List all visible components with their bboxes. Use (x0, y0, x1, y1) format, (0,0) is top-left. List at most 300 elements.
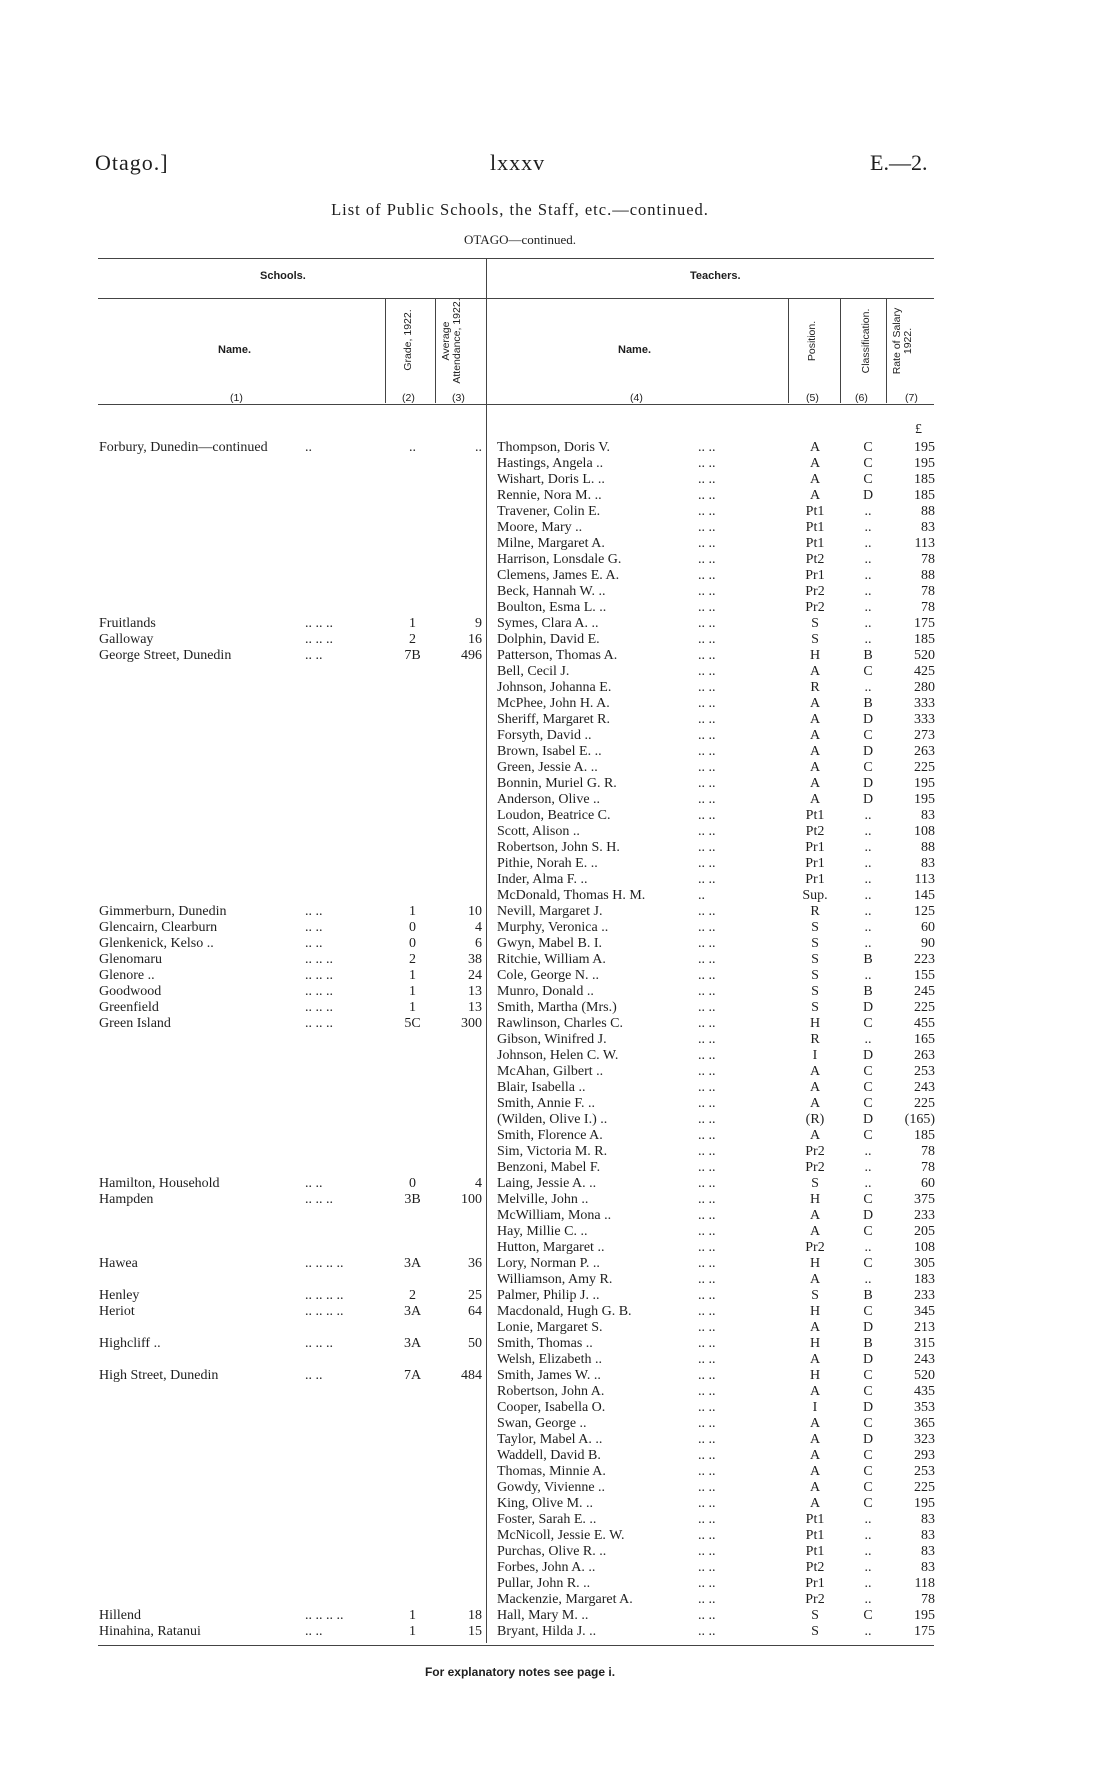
school-name-cell: Heriot (99, 1304, 135, 1319)
teacher-leader-dots: .. .. (698, 584, 716, 599)
classification-cell: D (862, 1352, 874, 1367)
position-cell: A (809, 1128, 821, 1143)
table-row (0, 568, 1114, 584)
teacher-name-cell: Boulton, Esma L. .. (497, 600, 607, 615)
teacher-leader-dots: .. .. (698, 952, 716, 967)
position-cell: S (811, 920, 819, 935)
table-row (0, 808, 1114, 824)
classification-cell: D (862, 1112, 874, 1127)
school-name-heading: Name. (218, 344, 252, 356)
salary-cell: 88 (921, 504, 935, 519)
school-name-cell: Hampden (99, 1192, 154, 1207)
table-row (0, 888, 1114, 904)
teacher-name-cell: Pithie, Norah E. .. (497, 856, 598, 871)
attendance-cell: 4 (475, 920, 482, 935)
table-row (0, 1528, 1114, 1544)
teacher-leader-dots: .. .. (698, 1208, 716, 1223)
salary-cell: 175 (914, 616, 935, 631)
teacher-name-cell: Laing, Jessie A. .. (497, 1176, 597, 1191)
teacher-name-cell: Loudon, Beatrice C. (497, 808, 611, 823)
teacher-leader-dots: .. .. (698, 968, 716, 983)
classification-cell: C (863, 1608, 873, 1623)
table-row (0, 1368, 1114, 1384)
table-row (0, 1320, 1114, 1336)
teacher-leader-dots: .. .. (698, 1016, 716, 1031)
teacher-name-cell: Robertson, John A. (497, 1384, 605, 1399)
position-cell: S (811, 936, 819, 951)
attendance-cell: 13 (468, 984, 482, 999)
classification-cell: C (863, 1368, 873, 1383)
classification-cell: .. (864, 1528, 872, 1543)
column-number-7: (7) (905, 392, 918, 404)
table-row (0, 1400, 1114, 1416)
teacher-name-cell: Anderson, Olive .. (497, 792, 601, 807)
position-cell: Sup. (802, 888, 828, 903)
salary-cell: 243 (914, 1352, 935, 1367)
salary-cell: 195 (914, 776, 935, 791)
position-cell: S (811, 1608, 819, 1623)
table-row (0, 1032, 1114, 1048)
school-name-cell: Glenomaru (99, 952, 162, 967)
teacher-name-heading: Name. (618, 344, 652, 356)
salary-cell: 90 (921, 936, 935, 951)
table-row (0, 1416, 1114, 1432)
position-cell: Pt1 (805, 536, 825, 551)
school-name-cell: Highcliff .. (99, 1336, 161, 1351)
salary-cell: 78 (921, 1160, 935, 1175)
column-number-1: (1) (230, 392, 243, 404)
teacher-leader-dots: .. .. (698, 1528, 716, 1543)
teacher-leader-dots: .. .. (698, 632, 716, 647)
teacher-leader-dots: .. .. (698, 1400, 716, 1415)
teacher-leader-dots: .. .. (698, 1160, 716, 1175)
salary-cell: 108 (914, 824, 935, 839)
table-row (0, 776, 1114, 792)
grade-cell: 0 (409, 1176, 416, 1191)
school-name-cell: Fruitlands (99, 616, 156, 631)
salary-cell: 78 (921, 552, 935, 567)
salary-cell: 223 (914, 952, 935, 967)
table-row (0, 920, 1114, 936)
position-cell: I (812, 1400, 818, 1415)
classification-cell: C (863, 1224, 873, 1239)
rule-top (98, 258, 934, 259)
teacher-name-cell: Rennie, Nora M. .. (497, 488, 602, 503)
salary-cell: 333 (914, 712, 935, 727)
table-row (0, 600, 1114, 616)
school-leader-dots: .. .. .. (305, 1000, 333, 1015)
position-cell: Pr1 (805, 856, 825, 871)
salary-cell: 263 (914, 744, 935, 759)
salary-cell: 365 (914, 1416, 935, 1431)
classification-cell: .. (864, 1512, 872, 1527)
salary-cell: 113 (914, 872, 935, 887)
salary-cell: 185 (914, 1128, 935, 1143)
classification-cell: D (862, 712, 874, 727)
teacher-name-cell: McWilliam, Mona .. (497, 1208, 612, 1223)
teacher-leader-dots: .. .. (698, 1144, 716, 1159)
teacher-name-cell: Johnson, Johanna E. (497, 680, 612, 695)
school-leader-dots: .. .. .. (305, 952, 333, 967)
position-cell: Pt1 (805, 1528, 825, 1543)
classification-cell: B (863, 648, 873, 663)
teacher-name-cell: (Wilden, Olive I.) .. (497, 1112, 608, 1127)
table-row (0, 696, 1114, 712)
classification-cell: C (863, 456, 873, 471)
classification-cell: .. (864, 872, 872, 887)
position-cell: A (809, 1096, 821, 1111)
teacher-leader-dots: .. .. (698, 1192, 716, 1207)
teacher-leader-dots: .. .. (698, 1480, 716, 1495)
salary-cell: 165 (914, 1032, 935, 1047)
teacher-name-cell: Thompson, Doris V. (497, 440, 611, 455)
classification-cell: D (862, 1432, 874, 1447)
teacher-leader-dots: .. .. (698, 552, 716, 567)
position-cell: Pt1 (805, 504, 825, 519)
teacher-name-cell: Williamson, Amy R. (497, 1272, 613, 1287)
rule-table-bottom (98, 1645, 934, 1646)
teacher-name-cell: Taylor, Mabel A. .. (497, 1432, 603, 1447)
teacher-name-cell: Symes, Clara A. .. (497, 616, 599, 631)
school-name-cell: Hillend (99, 1608, 141, 1623)
salary-cell: 225 (914, 760, 935, 775)
school-name-cell: High Street, Dunedin (99, 1368, 219, 1383)
teacher-name-cell: Hutton, Margaret .. (497, 1240, 605, 1255)
table-row (0, 1304, 1114, 1320)
table-row (0, 1336, 1114, 1352)
grade-heading: Grade, 1922. (402, 309, 414, 371)
grade-cell: 0 (409, 920, 416, 935)
salary-cell: 83 (921, 1528, 935, 1543)
classification-cell: C (863, 1464, 873, 1479)
classification-cell: .. (864, 680, 872, 695)
attendance-cell: 15 (468, 1624, 482, 1639)
position-cell: A (809, 1080, 821, 1095)
teacher-leader-dots: .. .. (698, 1608, 716, 1623)
position-cell: Pr1 (805, 568, 825, 583)
table-row (0, 1192, 1114, 1208)
column-number-5: (5) (806, 392, 819, 404)
teacher-name-cell: Smith, Annie F. .. (497, 1096, 596, 1111)
school-name-cell: Galloway (99, 632, 154, 647)
column-number-3: (3) (452, 392, 465, 404)
teacher-name-cell: Mackenzie, Margaret A. (497, 1592, 633, 1607)
position-cell: A (809, 1432, 821, 1447)
classification-cell: C (863, 1384, 873, 1399)
classification-cell: .. (864, 1544, 872, 1559)
school-leader-dots: .. .. .. (305, 632, 333, 647)
salary-cell: 185 (914, 632, 935, 647)
teacher-name-cell: Robertson, John S. H. (497, 840, 620, 855)
salary-cell: 60 (921, 920, 935, 935)
schools-group-heading: Schools. (260, 270, 306, 282)
position-cell: A (809, 1208, 821, 1223)
table-row (0, 1240, 1114, 1256)
table-row (0, 1480, 1114, 1496)
teacher-name-cell: Nevill, Margaret J. (497, 904, 603, 919)
classification-cell: C (863, 1064, 873, 1079)
teacher-leader-dots: .. .. (698, 1336, 716, 1351)
teacher-name-cell: Purchas, Olive R. .. (497, 1544, 607, 1559)
position-cell: H (809, 1336, 821, 1351)
classification-cell: C (863, 1256, 873, 1271)
salary-cell: 520 (914, 1368, 935, 1383)
table-row (0, 1016, 1114, 1032)
position-cell: A (809, 1064, 821, 1079)
school-name-cell: Greenfield (99, 1000, 159, 1015)
school-name-cell: Hinahina, Ratanui (99, 1624, 201, 1639)
table-row (0, 1096, 1114, 1112)
teacher-name-cell: Benzoni, Mabel F. (497, 1160, 601, 1175)
teacher-name-cell: Bonnin, Muriel G. R. (497, 776, 617, 791)
teacher-name-cell: McAhan, Gilbert .. (497, 1064, 604, 1079)
attendance-cell: 36 (468, 1256, 482, 1271)
classification-cell: .. (864, 1144, 872, 1159)
teacher-name-cell: Sheriff, Margaret R. (497, 712, 611, 727)
classification-cell: C (863, 1016, 873, 1031)
salary-heading: Rate of Salary 1922. (891, 307, 914, 375)
salary-cell: 233 (914, 1288, 935, 1303)
teacher-name-cell: Hay, Millie C. .. (497, 1224, 588, 1239)
teacher-name-cell: Gibson, Winifred J. (497, 1032, 607, 1047)
attendance-cell: 10 (468, 904, 482, 919)
attendance-heading: Average Attendance, 1922. (440, 298, 463, 384)
position-cell: S (811, 1288, 819, 1303)
teacher-name-cell: Cooper, Isabella O. (497, 1400, 606, 1415)
classification-cell: D (862, 1048, 874, 1063)
classification-cell: .. (864, 552, 872, 567)
teacher-leader-dots: .. .. (698, 776, 716, 791)
teacher-leader-dots: .. .. (698, 824, 716, 839)
teacher-leader-dots: .. .. (698, 664, 716, 679)
salary-cell: 88 (921, 568, 935, 583)
teacher-name-cell: McNicoll, Jessie E. W. (497, 1528, 625, 1543)
teacher-leader-dots: .. .. (698, 1576, 716, 1591)
teacher-name-cell: Murphy, Veronica .. (497, 920, 609, 935)
salary-cell: 345 (914, 1304, 935, 1319)
teacher-leader-dots: .. .. (698, 1320, 716, 1335)
salary-cell: 273 (914, 728, 935, 743)
page-title: List of Public Schools, the Staff, etc.—continued. (331, 200, 709, 219)
attendance-cell: 64 (468, 1304, 482, 1319)
table-row (0, 472, 1114, 488)
rule-subheader (98, 298, 934, 299)
column-number-2: (2) (402, 392, 415, 404)
table-row (0, 1112, 1114, 1128)
classification-cell: .. (864, 920, 872, 935)
classification-cell: C (863, 1448, 873, 1463)
classification-cell: B (863, 696, 873, 711)
position-cell: A (809, 1352, 821, 1367)
table-row (0, 1064, 1114, 1080)
classification-cell: .. (864, 1560, 872, 1575)
salary-cell: 145 (914, 888, 935, 903)
classification-cell: C (863, 440, 873, 455)
classification-cell: .. (864, 520, 872, 535)
position-cell: S (811, 1000, 819, 1015)
classification-cell: .. (864, 616, 872, 631)
school-leader-dots: .. .. (305, 904, 323, 919)
table-row (0, 1128, 1114, 1144)
table-row (0, 648, 1114, 664)
teacher-leader-dots: .. .. (698, 456, 716, 471)
teacher-name-cell: Wishart, Doris L. .. (497, 472, 605, 487)
classification-cell: .. (864, 904, 872, 919)
classification-cell: .. (864, 568, 872, 583)
classification-cell: C (863, 1304, 873, 1319)
table-row (0, 744, 1114, 760)
teacher-leader-dots: .. .. (698, 1448, 716, 1463)
table-row (0, 824, 1114, 840)
position-cell: Pr2 (805, 1240, 825, 1255)
grade-cell: .. (409, 440, 416, 455)
rule-col-7 (886, 298, 887, 403)
salary-cell: 118 (914, 1576, 935, 1591)
position-cell: R (810, 680, 820, 695)
teacher-leader-dots: .. .. (698, 840, 716, 855)
rule-header-bottom (98, 404, 934, 405)
page-header-section: Otago.] (95, 150, 169, 175)
position-cell: Pt2 (805, 1560, 825, 1575)
salary-cell: 183 (914, 1272, 935, 1287)
column-number-4: (4) (630, 392, 643, 404)
table-row (0, 840, 1114, 856)
school-leader-dots: .. .. (305, 936, 323, 951)
salary-cell: 263 (914, 1048, 935, 1063)
table-row (0, 1464, 1114, 1480)
position-cell: A (809, 456, 821, 471)
position-cell: S (811, 1176, 819, 1191)
teacher-name-cell: McPhee, John H. A. (497, 696, 610, 711)
grade-cell: 1 (409, 904, 416, 919)
position-cell: A (809, 1448, 821, 1463)
classification-cell: .. (864, 1176, 872, 1191)
table-row (0, 520, 1114, 536)
teacher-leader-dots: .. (698, 888, 705, 903)
table-row (0, 1576, 1114, 1592)
classification-cell: .. (864, 632, 872, 647)
table-row (0, 1544, 1114, 1560)
page-subtitle: OTAGO—continued. (464, 232, 576, 247)
table-row (0, 856, 1114, 872)
teacher-name-cell: Harrison, Lonsdale G. (497, 552, 622, 567)
table-row (0, 616, 1114, 632)
salary-cell: 253 (914, 1464, 935, 1479)
classification-cell: D (862, 792, 874, 807)
attendance-cell: 13 (468, 1000, 482, 1015)
position-cell: H (809, 1192, 821, 1207)
teacher-name-cell: Beck, Hannah W. .. (497, 584, 606, 599)
table-row (0, 456, 1114, 472)
position-cell: H (809, 1016, 821, 1031)
table-row (0, 872, 1114, 888)
teacher-leader-dots: .. .. (698, 1064, 716, 1079)
position-cell: Pr2 (805, 1144, 825, 1159)
teacher-name-cell: Rawlinson, Charles C. (497, 1016, 623, 1031)
table-row (0, 1384, 1114, 1400)
salary-cell: 108 (914, 1240, 935, 1255)
grade-cell: 1 (409, 1624, 416, 1639)
salary-cell: 185 (914, 488, 935, 503)
salary-cell: 213 (914, 1320, 935, 1335)
salary-cell: 305 (914, 1256, 935, 1271)
grade-cell: 7B (404, 648, 421, 663)
teacher-name-cell: Munro, Donald .. (497, 984, 594, 999)
classification-cell: D (862, 1320, 874, 1335)
table-row (0, 1208, 1114, 1224)
school-leader-dots: .. .. .. .. (305, 1608, 344, 1623)
table-row (0, 1272, 1114, 1288)
grade-cell: 2 (409, 952, 416, 967)
classification-cell: .. (864, 1592, 872, 1607)
school-name-cell: Gimmerburn, Dunedin (99, 904, 227, 919)
teacher-leader-dots: .. .. (698, 472, 716, 487)
teacher-leader-dots: .. .. (698, 712, 716, 727)
teacher-leader-dots: .. .. (698, 1128, 716, 1143)
salary-cell: 83 (921, 856, 935, 871)
teacher-name-cell: Welsh, Elizabeth .. (497, 1352, 603, 1367)
position-cell: Pt2 (805, 552, 825, 567)
table-row (0, 440, 1114, 456)
footnote: For explanatory notes see page i. (424, 1665, 616, 1679)
teacher-name-cell: Lory, Norman P. .. (497, 1256, 600, 1271)
school-leader-dots: .. .. .. .. (305, 1304, 344, 1319)
teacher-leader-dots: .. .. (698, 1560, 716, 1575)
position-cell: A (809, 1496, 821, 1511)
teacher-leader-dots: .. .. (698, 936, 716, 951)
table-row (0, 1224, 1114, 1240)
teacher-name-cell: Smith, Florence A. (497, 1128, 603, 1143)
teacher-leader-dots: .. .. (698, 568, 716, 583)
salary-cell: 195 (914, 440, 935, 455)
classification-cell: .. (864, 1240, 872, 1255)
teacher-leader-dots: .. .. (698, 1464, 716, 1479)
classification-cell: .. (864, 808, 872, 823)
position-cell: S (811, 616, 819, 631)
table-row (0, 1608, 1114, 1624)
position-cell: S (811, 952, 819, 967)
teacher-name-cell: Clemens, James E. A. (497, 568, 620, 583)
currency-symbol: £ (915, 422, 922, 437)
position-cell: S (811, 632, 819, 647)
teacher-name-cell: Hall, Mary M. .. (497, 1608, 589, 1623)
position-cell: A (809, 1464, 821, 1479)
teacher-name-cell: Cole, George N. .. (497, 968, 599, 983)
school-leader-dots: .. .. .. (305, 1192, 333, 1207)
table-row (0, 760, 1114, 776)
teacher-leader-dots: .. .. (698, 1416, 716, 1431)
salary-cell: 125 (914, 904, 935, 919)
school-leader-dots: .. .. .. .. (305, 1288, 344, 1303)
position-cell: R (810, 904, 820, 919)
school-leader-dots: .. .. .. (305, 1336, 333, 1351)
classification-cell: .. (864, 1624, 872, 1639)
classification-cell: .. (864, 840, 872, 855)
teacher-leader-dots: .. .. (698, 536, 716, 551)
table-row (0, 968, 1114, 984)
table-row (0, 984, 1114, 1000)
table-row (0, 1080, 1114, 1096)
teacher-name-cell: Waddell, David B. (497, 1448, 601, 1463)
position-cell: Pt1 (805, 520, 825, 535)
classification-cell: C (863, 1080, 873, 1095)
classification-heading: Classification. (860, 308, 872, 374)
salary-cell: 253 (914, 1064, 935, 1079)
school-leader-dots: .. .. (305, 920, 323, 935)
position-cell: A (809, 1480, 821, 1495)
classification-cell: D (862, 1400, 874, 1415)
table-row (0, 1288, 1114, 1304)
